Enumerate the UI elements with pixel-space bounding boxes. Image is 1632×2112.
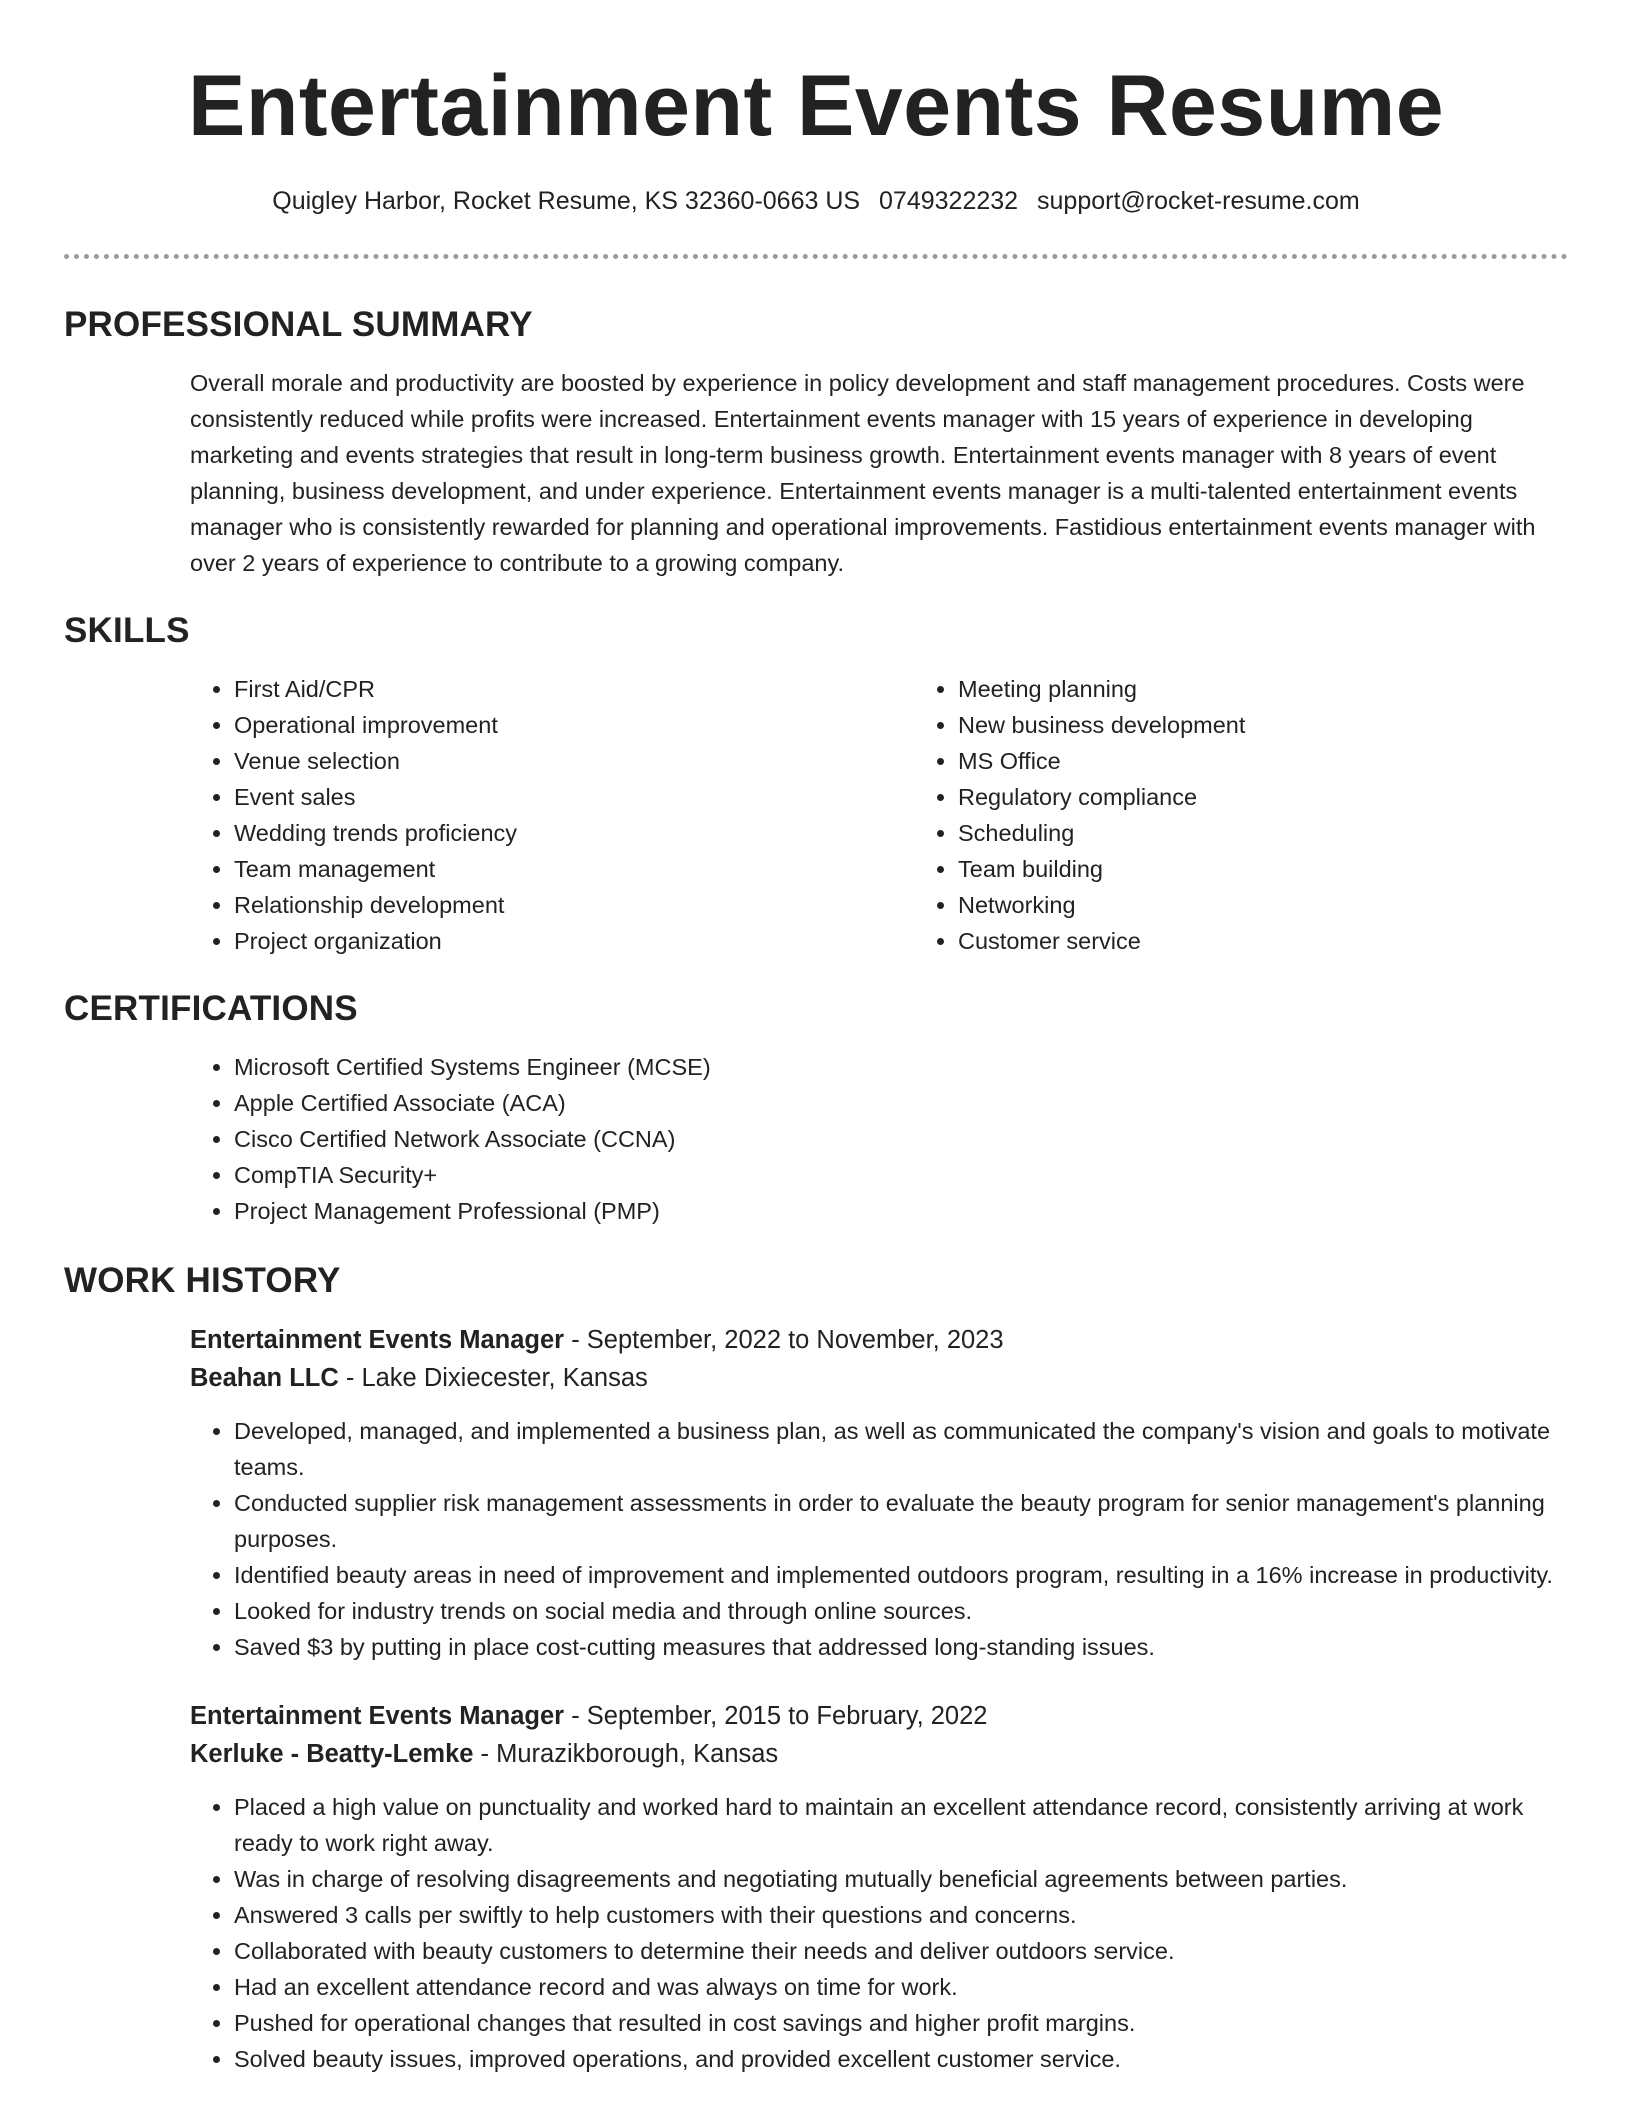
certifications-body <box>190 1049 1568 1229</box>
skill-item: • Team building <box>958 851 1632 887</box>
job-bullet: • Had an excellent attendance record and was always on time for work. <box>234 1969 1568 2005</box>
job-company-line <box>190 1359 1568 1397</box>
certification-item: • Microsoft Certified Systems Engineer (MCSE) <box>234 1049 1568 1085</box>
job-title-line <box>190 1321 1568 1359</box>
job-bullet: • Developed, managed, and implemented a business plan, as well as communicated the company's vision and goals to motivate teams. <box>234 1413 1568 1485</box>
resume-title: Entertainment Events Resume <box>187 58 1445 154</box>
skill-item: • First Aid/CPR <box>234 671 914 707</box>
job-entry <box>190 1321 1568 1665</box>
skills-section <box>64 609 1568 959</box>
contact-line <box>0 184 1632 218</box>
contact-email: support@rocket-resume.com <box>1037 187 1360 215</box>
skill-item: • Scheduling <box>958 815 1632 851</box>
summary-text: Overall morale and productivity are boosted by experience in policy development and staff management procedures. Costs were consistently reduced while profits were increased. Entertainment events manager with 15 years of experience in developing marketing and events strategies that result in long-term business growth. Entertainment events manager with 8 years of event planning, business development, and under experience. Entertainment events manager is a multi-talented entertainment events manager who is consistently rewarded for planning and operational improvements. Fastidious entertainment events manager with over 2 years of experience to contribute to a growing company. <box>190 370 1536 576</box>
job-bullets <box>190 1789 1568 2077</box>
resume-header <box>0 0 1632 218</box>
job-bullet: • Placed a high value on punctuality and worked hard to maintain an excellent attendance record, consistently arriving at work ready to work right away. <box>234 1789 1568 1861</box>
skill-item: • MS Office <box>958 743 1632 779</box>
skill-item: • Team management <box>234 851 914 887</box>
job-dates: - September, 2015 to February, 2022 <box>564 1702 988 1730</box>
skills-right-list <box>914 671 1632 959</box>
skill-item: • Venue selection <box>234 743 914 779</box>
summary-section <box>64 303 1568 581</box>
job-company-line <box>190 1735 1568 1773</box>
certification-item: • CompTIA Security+ <box>234 1157 1568 1193</box>
certification-item: • Apple Certified Associate (ACA) <box>234 1085 1568 1121</box>
skills-grid <box>190 671 1568 959</box>
job-dates: - September, 2022 to November, 2023 <box>564 1326 1004 1354</box>
job-bullet: • Collaborated with beauty customers to determine their needs and deliver outdoors service. <box>234 1933 1568 1969</box>
job-bullet: • Answered 3 calls per swiftly to help customers with their questions and concerns. <box>234 1897 1568 1933</box>
skill-item: • Customer service <box>958 923 1632 959</box>
job-location: - Murazikborough, Kansas <box>473 1740 779 1768</box>
job-bullet: • Solved beauty issues, improved operations, and provided excellent customer service. <box>234 2041 1568 2077</box>
job-bullets <box>190 1413 1568 1665</box>
job-bullet: • Looked for industry trends on social media and through online sources. <box>234 1593 1568 1629</box>
contact-address: Quigley Harbor, Rocket Resume, KS 32360-0663 US <box>272 187 861 215</box>
job-role: Entertainment Events Manager <box>190 1702 565 1730</box>
skill-item: • Relationship development <box>234 887 914 923</box>
skill-item: • Regulatory compliance <box>958 779 1632 815</box>
certifications-heading: CERTIFICATIONS <box>64 989 358 1028</box>
skill-item: • Project organization <box>234 923 914 959</box>
job-bullet: • Identified beauty areas in need of improvement and implemented outdoors program, resulting in a 16% increase in productivity. <box>234 1557 1568 1593</box>
skills-left-list <box>190 671 914 959</box>
skill-item: • Networking <box>958 887 1632 923</box>
job-company: Beahan LLC <box>190 1364 339 1392</box>
job-location: - Lake Dixiecester, Kansas <box>338 1364 648 1392</box>
certifications-section <box>64 987 1568 1229</box>
summary-heading: PROFESSIONAL SUMMARY <box>64 305 533 344</box>
certification-item: • Cisco Certified Network Associate (CCNA) <box>234 1121 1568 1157</box>
job-bullet: • Pushed for operational changes that resulted in cost savings and higher profit margins. <box>234 2005 1568 2041</box>
skill-item: • New business development <box>958 707 1632 743</box>
certifications-list <box>190 1049 1568 1229</box>
skill-item: • Meeting planning <box>958 671 1632 707</box>
certification-item: • Project Management Professional (PMP) <box>234 1193 1568 1229</box>
job-title-line <box>190 1697 1568 1735</box>
job-entry <box>190 1697 1568 2077</box>
work-history-section <box>64 1259 1568 2077</box>
skills-heading: SKILLS <box>64 611 190 650</box>
skill-item: • Wedding trends proficiency <box>234 815 914 851</box>
job-bullet: • Conducted supplier risk management assessments in order to evaluate the beauty program for senior management's planning purposes. <box>234 1485 1568 1557</box>
skill-item: • Event sales <box>234 779 914 815</box>
skill-item: • Operational improvement <box>234 707 914 743</box>
job-bullet: • Was in charge of resolving disagreements and negotiating mutually beneficial agreements between parties. <box>234 1861 1568 1897</box>
job-role: Entertainment Events Manager <box>190 1326 565 1354</box>
job-bullet: • Saved $3 by putting in place cost-cutting measures that addressed long-standing issues. <box>234 1629 1568 1665</box>
contact-phone: 0749322232 <box>879 187 1019 215</box>
header-divider <box>64 254 1568 259</box>
work-history-heading: WORK HISTORY <box>64 1261 341 1300</box>
job-company: Kerluke - Beatty-Lemke <box>190 1740 474 1768</box>
